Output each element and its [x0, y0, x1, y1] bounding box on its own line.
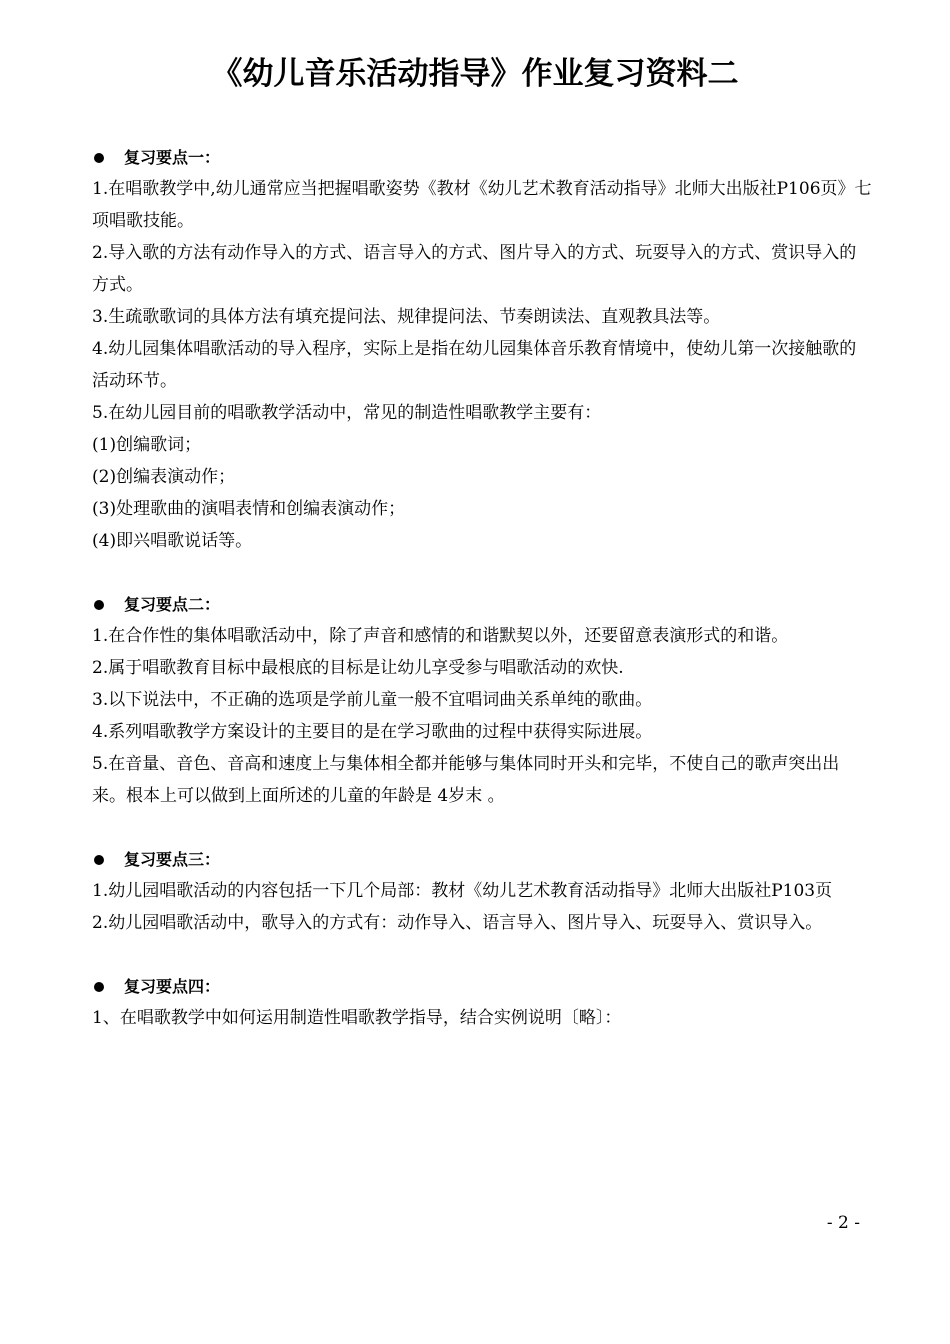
section-heading-text: 复习要点一： [124, 148, 221, 167]
section-heading [92, 845, 872, 875]
list-item: (4)即兴唱歌说话等。 [92, 531, 253, 551]
paragraph: 5.在音量、音色、音高和速度上与集体相全都并能够与集体同时开头和完毕，不使自己的歌声突出出来。根本上可以做到上面所述的儿童的年龄是 4岁末 。 [92, 754, 840, 806]
review-section-3 [92, 845, 872, 939]
paragraph: 2.导入歌的方法有动作导入的方式、语言导入的方式、图片导入的方式、玩耍导入的方式、赏识导入的方式。 [92, 243, 857, 295]
paragraph: 5.在幼儿园目前的唱歌教学活动中，常见的制造性唱歌教学主要有： [92, 403, 602, 423]
bullet-icon [94, 982, 104, 992]
document-body [92, 143, 872, 1067]
paragraph: 1.在合作性的集体唱歌活动中，除了声音和感情的和谐默契以外，还要留意表演形式的和谐。 [92, 626, 789, 646]
page-title: 《幼儿音乐活动指导》作业复习资料二 [211, 56, 739, 92]
section-heading [92, 590, 872, 620]
paragraph: 3.以下说法中，不正确的选项是学前儿童一般不宜唱词曲关系单纯的歌曲。 [92, 690, 653, 710]
paragraph: 3.生疏歌歌词的具体方法有填充提问法、规律提问法、节奏朗读法、直观教具法等。 [92, 307, 721, 327]
list-item: (1)创编歌词； [92, 435, 202, 455]
review-section-2 [92, 590, 872, 812]
paragraph: 1.在唱歌教学中,幼儿通常应当把握唱歌姿势《教材《幼儿艺术教育活动指导》北师大出版社P106页》七项唱歌技能。 [92, 179, 872, 231]
section-heading-text: 复习要点三： [124, 850, 221, 869]
paragraph: 2.属于唱歌教育目标中最根底的目标是让幼儿享受参与唱歌活动的欢快. [92, 658, 624, 678]
paragraph: 1.幼儿园唱歌活动的内容包括一下几个局部：教材《幼儿艺术教育活动指导》北师大出版社P103页 [92, 881, 833, 901]
section-heading-text: 复习要点二： [124, 595, 221, 614]
review-section-1 [92, 143, 872, 557]
paragraph: 4.幼儿园集体唱歌活动的导入程序，实际上是指在幼儿园集体音乐教育情境中，使幼儿第一次接触歌的活动环节。 [92, 339, 857, 391]
paragraph: 2.幼儿园唱歌活动中，歌导入的方式有：动作导入、语言导入、图片导入、玩耍导入、赏识导入。 [92, 913, 823, 933]
section-heading-text: 复习要点四： [124, 977, 221, 996]
section-heading [92, 972, 872, 1002]
review-section-4 [92, 972, 872, 1034]
bullet-icon [94, 855, 104, 865]
paragraph: 1、在唱歌教学中如何运用制造性唱歌教学指导，结合实例说明〔略〕： [92, 1008, 622, 1028]
list-item: (3)处理歌曲的演唱表情和创编表演动作； [92, 499, 406, 519]
paragraph: 4.系列唱歌教学方案设计的主要目的是在学习歌曲的过程中获得实际进展。 [92, 722, 653, 742]
bullet-icon [94, 153, 104, 163]
list-item: (2)创编表演动作； [92, 467, 236, 487]
page-number: - 2 - [826, 1213, 860, 1233]
bullet-icon [94, 600, 104, 610]
section-heading [92, 143, 872, 173]
